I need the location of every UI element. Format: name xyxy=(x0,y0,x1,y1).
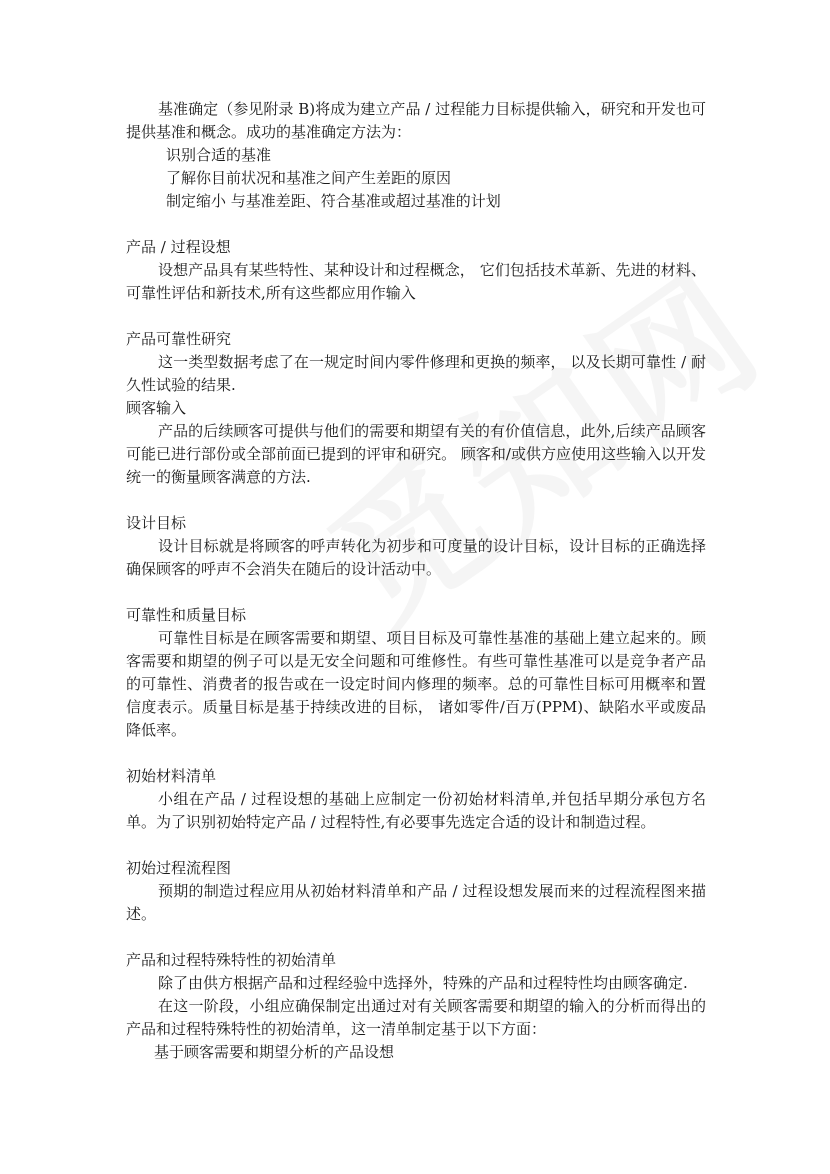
section-heading-special-characteristics: 产品和过程特殊特性的初始清单 xyxy=(126,951,337,969)
intro-list-item: 了解你目前状况和基准之间产生差距的原因 xyxy=(166,169,452,187)
section-body-design-goals: 设计目标就是将顾客的呼声转化为初步和可度量的设计目标，设计目标的正确选择确保顾客的呼声不会消失在随后的设计活动中。 xyxy=(126,537,706,578)
intro-list-item: 识别合适的基准 xyxy=(166,146,272,164)
section-heading-reliability-quality: 可靠性和质量目标 xyxy=(126,606,247,624)
section-heading-reliability-study: 产品可靠性研究 xyxy=(126,330,232,348)
section-body-flowchart: 预期的制造过程应用从初始材料清单和产品 / 过程设想发展而来的过程流程图来描述。 xyxy=(126,882,706,923)
special-characteristics-list-item: 基于顾客需要和期望分析的产品设想 xyxy=(154,1043,395,1061)
section-body-special-characteristics-2: 在这一阶段，小组应确保制定出通过对有关顾客需要和期望的输入的分析而得出的产品和过程特殊特性的初始清单，这一清单制定基于以下方面： xyxy=(126,997,706,1038)
section-heading-design-goals: 设计目标 xyxy=(126,514,187,532)
section-body-special-characteristics-1: 除了由供方根据产品和过程经验中选择外，特殊的产品和过程特性均由顾客确定. xyxy=(158,974,688,992)
section-heading-bom: 初始材料清单 xyxy=(126,767,217,785)
section-heading-flowchart: 初始过程流程图 xyxy=(126,859,232,877)
section-body-concept: 设想产品具有某些特性、某种设计和过程概念， 它们包括技术革新、先进的材料、可靠性评估和新技术,所有这些都应用作输入 xyxy=(126,261,706,302)
section-body-bom: 小组在产品 / 过程设想的基础上应制定一份初始材料清单,并包括早期分承包方名单。为了识别初始特定产品 / 过程特性,有必要事先选定合适的设计和制造过程。 xyxy=(126,790,706,831)
intro-list-item: 制定缩小 与基准差距、符合基准或超过基准的计划 xyxy=(166,192,501,210)
section-body-customer-input: 产品的后续顾客可提供与他们的需要和期望有关的有价值信息，此外,后续产品顾客可能已进行部份或全部前面已提到的评审和研究。 顾客和/或供方应使用这些输入以开发统一的衡量顾客满意的方法. xyxy=(126,422,706,486)
document-content xyxy=(126,98,706,1064)
section-heading-concept: 产品 / 过程设想 xyxy=(126,238,231,256)
section-body-reliability-study: 这一类型数据考虑了在一规定时间内零件修理和更换的频率， 以及长期可靠性 / 耐久性试验的结果. xyxy=(126,353,706,394)
section-body-reliability-quality: 可靠性目标是在顾客需要和期望、项目目标及可靠性基准的基础上建立起来的。顾客需要和期望的例子可以是无安全问题和可维修性。有些可靠性基准可以是竞争者产品的可靠性、消费者的报告或在一设定时间内修理的频率。总的可靠性目标可用概率和置信度表示。质量目标是基于持续改进的目标， 诸如零件/百万(PPM)、缺陷水平或废品降低率。 xyxy=(126,629,706,739)
intro-paragraph: 基准确定（参见附录 B)将成为建立产品 / 过程能力目标提供输入，研究和开发也可提供基准和概念。成功的基准确定方法为： xyxy=(126,100,706,141)
section-heading-customer-input: 顾客输入 xyxy=(126,399,187,417)
